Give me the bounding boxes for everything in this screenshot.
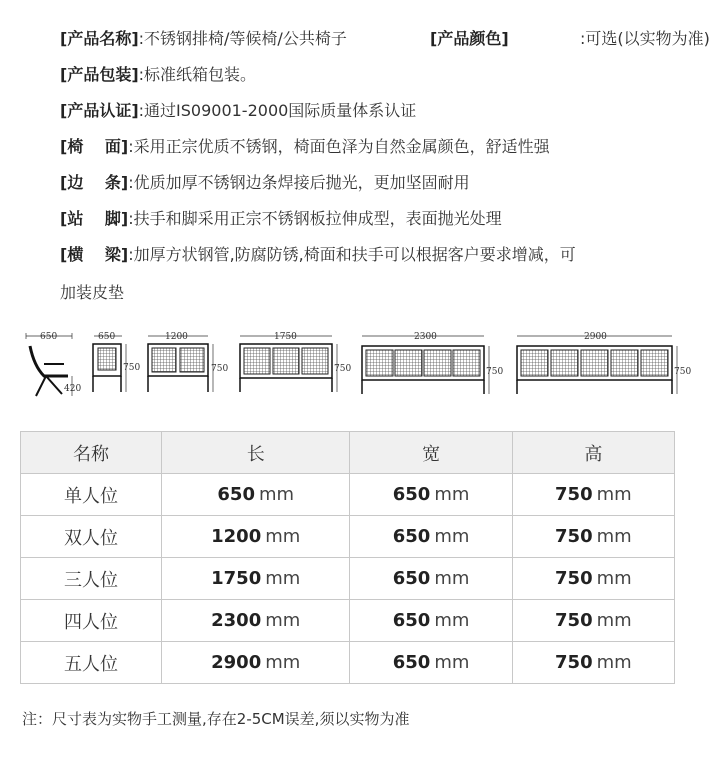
two-seat-diagram: [148, 332, 228, 392]
row-length: 1750 mm: [162, 558, 350, 600]
side-seat-height-label: 420: [64, 384, 82, 394]
row-length: 1200 mm: [162, 516, 350, 558]
height-label: 750: [674, 367, 692, 377]
spec-value: :不锈钢排椅/等候椅/公共椅子: [138, 29, 347, 48]
row-width: 650 mm: [350, 642, 512, 684]
spec-value: 加装皮垫: [60, 283, 125, 302]
height-label: 750: [486, 367, 504, 377]
size-table: [20, 431, 675, 684]
spec-value: :采用正宗优质不锈钢，椅面色泽为自然金属颜色，舒适性强: [128, 137, 550, 156]
spec-label: [边 条]: [60, 173, 129, 192]
spec-value: :加厚方状钢管,防腐防锈,椅面和扶手可以根据客户要求增减，可: [128, 245, 576, 264]
height-label: 750: [123, 363, 141, 373]
row-name: 四人位: [21, 600, 162, 642]
row-name: 单人位: [21, 474, 162, 516]
dimension-diagrams: [22, 326, 694, 406]
spec-label: [产品包装]: [60, 65, 139, 84]
row-length: 650 mm: [162, 474, 350, 516]
row-width: 650 mm: [350, 600, 512, 642]
spec-value: :优质加厚不锈钢边条焊接后抛光，更加坚固耐用: [128, 173, 470, 192]
table-row: [21, 474, 675, 516]
row-name: 双人位: [21, 516, 162, 558]
spec-line-cert: [60, 98, 416, 121]
width-label: 1200: [165, 332, 188, 342]
row-name: 五人位: [21, 642, 162, 684]
height-label: 750: [211, 364, 229, 374]
three-seat-diagram: [240, 332, 351, 392]
row-height: 750 mm: [512, 558, 674, 600]
spec-label: [椅 面]: [60, 137, 129, 156]
row-width: 650 mm: [350, 516, 512, 558]
row-name: 三人位: [21, 558, 162, 600]
header-length: 长: [162, 432, 350, 474]
row-height: 750 mm: [512, 600, 674, 642]
four-seat-diagram: [362, 332, 503, 394]
spec-value: :标准纸箱包装。: [138, 65, 257, 84]
table-header-row: [21, 432, 675, 474]
row-width: 650 mm: [350, 558, 512, 600]
height-label: 750: [334, 364, 352, 374]
spec-line-name: [60, 26, 710, 49]
table-row: [21, 558, 675, 600]
five-seat-diagram: [517, 332, 691, 394]
spec-label: [产品名称]: [60, 29, 139, 48]
header-width: 宽: [350, 432, 512, 474]
spec-line-beam: [60, 242, 576, 265]
width-label: 2300: [414, 332, 437, 342]
width-label: 1750: [274, 332, 297, 342]
spec-line-package: [60, 62, 256, 85]
measurement-note: 注：尺寸表为实物手工测量,存在2-5CM误差,须以实物为准: [22, 710, 410, 728]
side-depth-label: 650: [40, 332, 58, 342]
row-length: 2300 mm: [162, 600, 350, 642]
spec-line-edge: [60, 170, 470, 193]
table-row: [21, 642, 675, 684]
table-row: [21, 600, 675, 642]
side-view-chair: [26, 332, 81, 396]
row-height: 750 mm: [512, 474, 674, 516]
spec-value: :通过IS09001-2000国际质量体系认证: [138, 101, 417, 120]
spec-label: [横 梁]: [60, 245, 129, 264]
spec-label: [站 脚]: [60, 209, 129, 228]
spec-value: :扶手和脚采用正宗不锈钢板拉伸成型，表面抛光处理: [128, 209, 502, 228]
one-seat-diagram: [93, 332, 140, 392]
header-height: 高: [512, 432, 674, 474]
spec-line-beam-cont: [60, 280, 124, 303]
spec-label: [产品颜色]: [430, 29, 509, 48]
row-width: 650 mm: [350, 474, 512, 516]
width-label: 2900: [584, 332, 607, 342]
spec-line-foot: [60, 206, 502, 229]
row-height: 750 mm: [512, 516, 674, 558]
spec-line-seat: [60, 134, 550, 157]
spec-value: :可选(以实物为准): [580, 29, 710, 48]
row-length: 2900 mm: [162, 642, 350, 684]
spec-label: [产品认证]: [60, 101, 139, 120]
header-name: 名称: [21, 432, 162, 474]
row-height: 750 mm: [512, 642, 674, 684]
width-label: 650: [98, 332, 116, 342]
table-row: [21, 516, 675, 558]
